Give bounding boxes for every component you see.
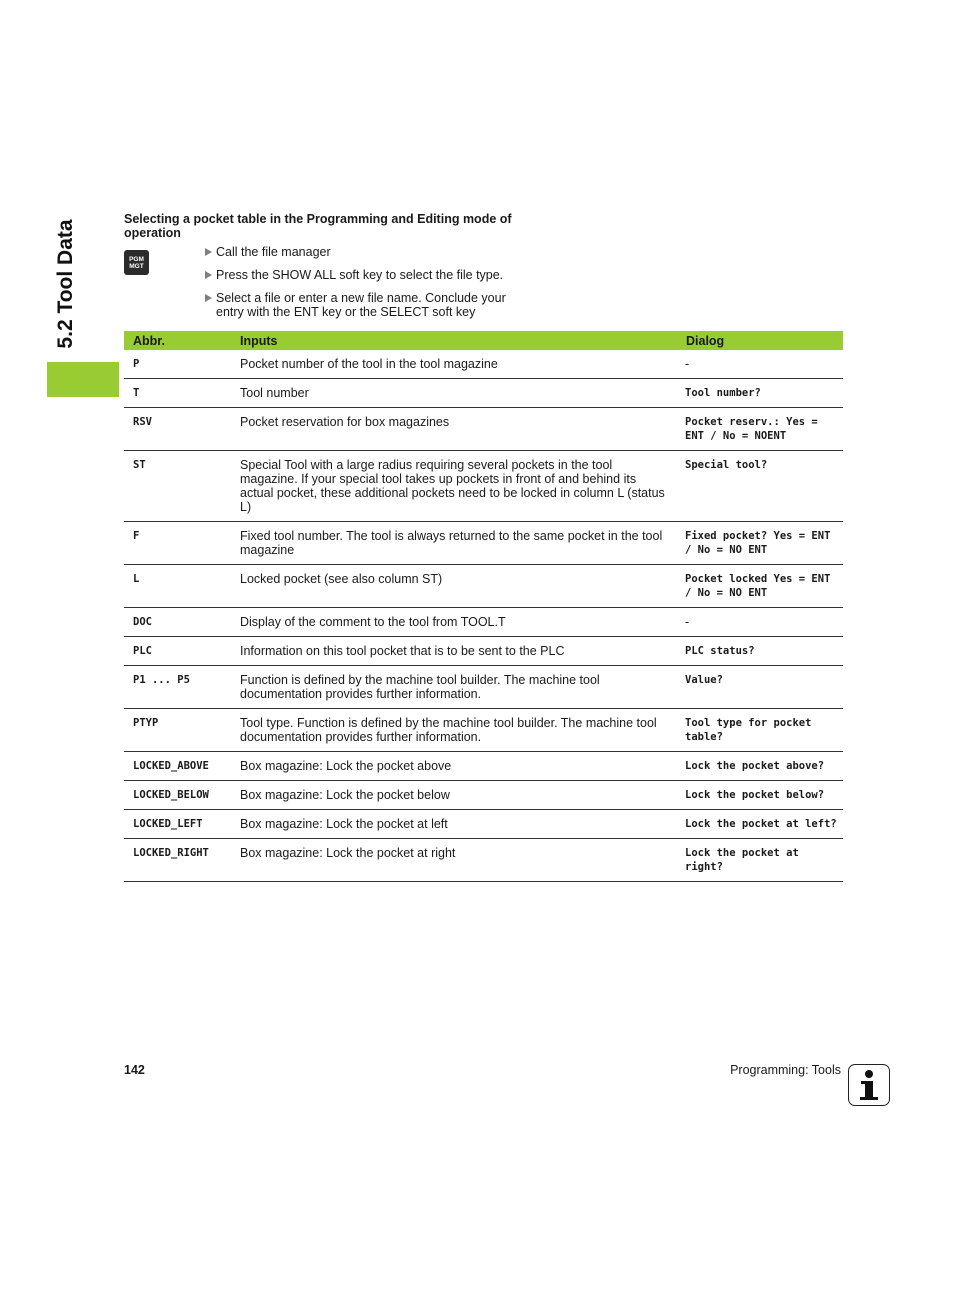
table-row [124, 451, 843, 522]
dialog-cell: Special tool? [677, 451, 843, 522]
step-text: Call the file manager [216, 245, 331, 259]
abbr-cell: T [124, 379, 231, 408]
inputs-cell: Box magazine: Lock the pocket at right [231, 839, 677, 882]
abbr-cell: LOCKED_BELOW [124, 781, 231, 810]
inputs-cell: Fixed tool number. The tool is always returned to the same pocket in the tool magazine [231, 522, 677, 565]
inputs-cell: Tool type. Function is defined by the machine tool builder. The machine tool documentation provides further information. [231, 709, 677, 752]
step-text: Select a file or enter a new file name. Conclude your entry with the ENT key or the SELECT soft key [216, 291, 506, 319]
dialog-cell: Value? [677, 666, 843, 709]
procedure-heading: Selecting a pocket table in the Programming and Editing mode of operation [124, 212, 512, 240]
inputs-cell: Box magazine: Lock the pocket above [231, 752, 677, 781]
step-text: Press the SHOW ALL soft key to select the file type. [216, 268, 504, 282]
section-tab-marker [47, 362, 119, 397]
table-row [124, 839, 843, 882]
inputs-cell: Function is defined by the machine tool builder. The machine tool documentation provides further information. [231, 666, 677, 709]
pgm-mgt-key-icon [124, 250, 149, 275]
dialog-cell: - [677, 350, 843, 379]
abbr-cell: LOCKED_LEFT [124, 810, 231, 839]
inputs-cell: Display of the comment to the tool from TOOL.T [231, 608, 677, 637]
inputs-cell: Information on this tool pocket that is to be sent to the PLC [231, 637, 677, 666]
table-row [124, 752, 843, 781]
table-row [124, 666, 843, 709]
inputs-cell: Locked pocket (see also column ST) [231, 565, 677, 608]
pocket-table [124, 331, 843, 882]
step-item [205, 268, 546, 282]
abbr-cell: F [124, 522, 231, 565]
dialog-cell: Tool number? [677, 379, 843, 408]
dialog-cell: Pocket reserv.: Yes = ENT / No = NOENT [677, 408, 843, 451]
arrow-right-icon [205, 248, 212, 256]
footer-chapter-title: Programming: Tools [730, 1063, 841, 1077]
abbr-cell: P1 ... P5 [124, 666, 231, 709]
dialog-cell: Lock the pocket at right? [677, 839, 843, 882]
pgm-key-label: PGM [129, 255, 144, 263]
abbr-cell: ST [124, 451, 231, 522]
abbr-cell: LOCKED_ABOVE [124, 752, 231, 781]
abbr-cell: P [124, 350, 231, 379]
column-header-abbr: Abbr. [124, 331, 231, 350]
abbr-cell: L [124, 565, 231, 608]
abbr-cell: DOC [124, 608, 231, 637]
dialog-cell: Fixed pocket? Yes = ENT / No = NO ENT [677, 522, 843, 565]
inputs-cell: Tool number [231, 379, 677, 408]
dialog-cell: Tool type for pocket table? [677, 709, 843, 752]
dialog-cell: Pocket locked Yes = ENT / No = NO ENT [677, 565, 843, 608]
column-header-dialog: Dialog [677, 331, 843, 350]
table-row [124, 350, 843, 379]
arrow-right-icon [205, 294, 212, 302]
table-row [124, 408, 843, 451]
inputs-cell: Pocket reservation for box magazines [231, 408, 677, 451]
table-row [124, 379, 843, 408]
table-row [124, 781, 843, 810]
table-row [124, 565, 843, 608]
table-row [124, 522, 843, 565]
arrow-right-icon [205, 271, 212, 279]
step-item [205, 291, 526, 319]
dialog-cell: - [677, 608, 843, 637]
info-icon [848, 1064, 890, 1106]
dialog-cell: PLC status? [677, 637, 843, 666]
abbr-cell: RSV [124, 408, 231, 451]
step-item [205, 245, 546, 259]
inputs-cell: Pocket number of the tool in the tool magazine [231, 350, 677, 379]
abbr-cell: LOCKED_RIGHT [124, 839, 231, 882]
page-number: 142 [124, 1063, 145, 1077]
table-row [124, 810, 843, 839]
column-header-inputs: Inputs [231, 331, 677, 350]
section-title: 5.2 Tool Data [54, 219, 77, 349]
table-row [124, 709, 843, 752]
mgt-key-label: MGT [129, 262, 144, 270]
dialog-cell: Lock the pocket below? [677, 781, 843, 810]
dialog-cell: Lock the pocket at left? [677, 810, 843, 839]
table-row [124, 637, 843, 666]
inputs-cell: Box magazine: Lock the pocket at left [231, 810, 677, 839]
table-row [124, 608, 843, 637]
table-header-row [124, 331, 843, 350]
dialog-cell: Lock the pocket above? [677, 752, 843, 781]
abbr-cell: PTYP [124, 709, 231, 752]
inputs-cell: Box magazine: Lock the pocket below [231, 781, 677, 810]
abbr-cell: PLC [124, 637, 231, 666]
inputs-cell: Special Tool with a large radius requiring several pockets in the tool magazine. If your special tool takes up pockets in front of and behind its actual pocket, these additional pockets need to be locked in column L (status L) [231, 451, 677, 522]
